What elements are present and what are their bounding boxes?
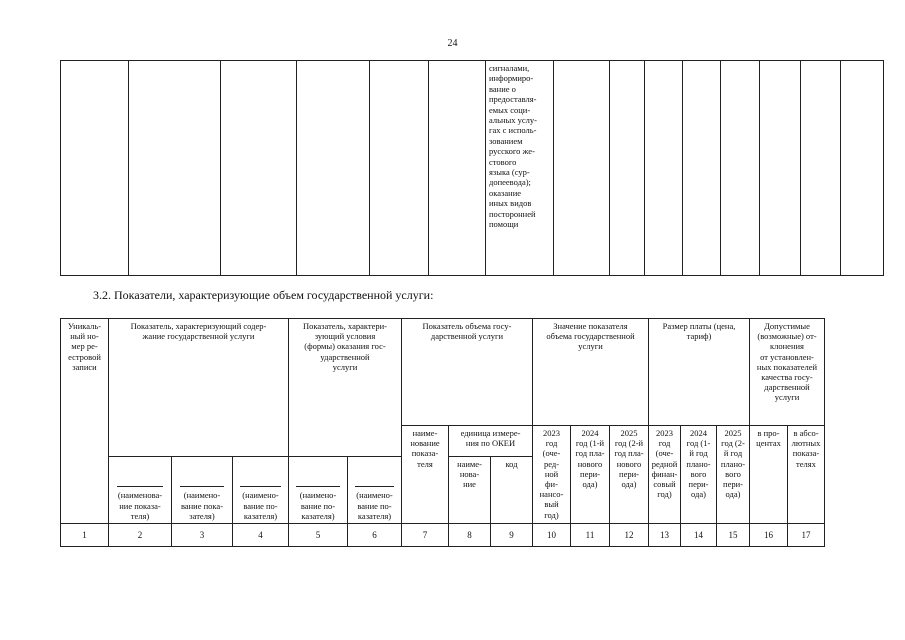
header-line: ода): [621, 479, 637, 490]
header-line: нова-: [459, 469, 480, 480]
header-line: (наимено-: [183, 490, 221, 501]
header-line: теля): [130, 510, 150, 521]
header-line: ода): [691, 489, 706, 500]
column-number: 10: [533, 524, 571, 547]
text-line: емых соци-: [489, 104, 531, 115]
column-number: 1: [61, 524, 109, 547]
cell: [370, 61, 429, 276]
header-line: мер ре-: [71, 341, 98, 352]
header-line: 2024: [690, 428, 707, 438]
text-line: русского же-: [489, 146, 535, 157]
cell: [61, 61, 129, 276]
column-number: 8: [449, 524, 491, 547]
unique-number-header: [61, 319, 109, 524]
cell: [221, 61, 297, 276]
header-line: пери-: [580, 468, 600, 479]
volume-indicator-header: [402, 319, 533, 426]
header-line: вание пока-: [180, 500, 224, 511]
blank-fill-line: [296, 485, 339, 487]
header-line: фи-: [545, 479, 558, 490]
cell: [297, 61, 370, 276]
header-line: тариф): [686, 331, 712, 342]
text-line: иных видов: [489, 198, 532, 209]
header-line: (формы) оказания гос-: [304, 341, 386, 352]
text-line: оказание: [489, 187, 522, 198]
header-line: год (2-й: [614, 438, 644, 449]
cell: [841, 61, 884, 276]
header-line: Уникаль-: [67, 321, 102, 331]
cell: [801, 61, 841, 276]
header-line: 2025: [620, 428, 638, 438]
content-indicator-header: [109, 319, 289, 457]
fee-2024-header: [681, 426, 717, 524]
column-number: 16: [750, 524, 788, 547]
indicator-name-c2: [109, 457, 172, 524]
unit-okei-header: [449, 426, 533, 457]
unit-name-header: [449, 457, 491, 524]
header-line: редной: [651, 458, 678, 469]
header-line: зателя): [189, 510, 215, 521]
value-2023-header: [533, 426, 571, 524]
text-line: предоставля-: [489, 94, 537, 105]
header-line: вание по-: [243, 500, 278, 511]
text-line: допеевода);: [489, 177, 531, 188]
cell: [683, 61, 721, 276]
header-line: плано-: [720, 458, 746, 469]
header-line: пери-: [688, 479, 709, 490]
header-line: ной: [544, 468, 559, 479]
column-number: 2: [109, 524, 172, 547]
header-line: Показатель объема госу-: [422, 321, 512, 331]
header-line: й год: [689, 448, 708, 459]
column-number: 12: [610, 524, 649, 547]
column-number: 9: [491, 524, 533, 547]
volume-value-header: [533, 319, 649, 426]
percent-header: [750, 426, 788, 524]
absolute-header: [788, 426, 825, 524]
text-line: посторонней: [489, 208, 536, 219]
indicator-name-c3: [172, 457, 233, 524]
header-line: год пла-: [575, 448, 605, 459]
code-header: код: [491, 457, 533, 524]
header-line: пери-: [723, 479, 743, 490]
cell: [760, 61, 801, 276]
header-line: ударственной: [320, 351, 370, 362]
header-line: дарственной услуги: [430, 331, 504, 342]
cell: [554, 61, 610, 276]
header-line: 2023: [656, 428, 673, 438]
header-line: (наименова-: [117, 490, 163, 501]
header-line: Показатель, характери-: [303, 321, 387, 331]
header-line: ода): [582, 479, 598, 490]
fee-2023-header: [649, 426, 681, 524]
column-number: 5: [289, 524, 348, 547]
header-line: наиме-: [412, 428, 438, 438]
header-line: показа-: [411, 448, 439, 459]
text-line: языка (сур-: [489, 167, 530, 178]
header-line: наиме-: [457, 459, 482, 469]
header-line: (возможные) от-: [757, 331, 817, 342]
indicator-name-c4: [233, 457, 289, 524]
text-line: помощи: [489, 219, 519, 230]
header-line: нового: [616, 458, 642, 469]
column-number: 17: [788, 524, 825, 547]
header-line: 2025: [724, 428, 742, 438]
header-line: вание по-: [357, 500, 392, 511]
deviation-header: [750, 319, 825, 426]
header-line: зующий условия: [314, 331, 376, 342]
continuation-row: [61, 61, 884, 276]
column-number: 13: [649, 524, 681, 547]
text-line: стового: [489, 156, 517, 167]
header-line: ние показа-: [119, 500, 161, 511]
fee-header: [649, 319, 750, 426]
header-line: теля: [417, 458, 433, 469]
column-number: 4: [233, 524, 289, 547]
header-line: дарственной: [764, 382, 810, 393]
cell: [645, 61, 683, 276]
header-line: качества госу-: [761, 372, 813, 383]
header-line: клонения: [770, 341, 804, 352]
cell: [610, 61, 645, 276]
header-line: единица измере-: [460, 428, 521, 438]
text-line: гах с исполь-: [489, 125, 537, 136]
header-line: услуги: [774, 392, 800, 403]
column-number: 6: [348, 524, 402, 547]
header-line: в абсо-: [793, 428, 819, 438]
column-number: 3: [172, 524, 233, 547]
header-line: вого: [725, 468, 741, 479]
text-line: зованием: [489, 135, 523, 146]
header-line: телях: [796, 458, 816, 469]
cell: [129, 61, 221, 276]
header-line: вого: [690, 468, 707, 479]
blank-fill-line: [355, 485, 394, 487]
header-line: год): [544, 509, 559, 520]
text-line: информиро-: [489, 73, 534, 84]
conditions-indicator-header: [289, 319, 402, 457]
header-line: Размер платы (цена,: [662, 321, 736, 331]
header-line: ных показателей: [756, 361, 818, 372]
header-line: казателя): [357, 510, 392, 521]
header-line: год: [545, 438, 558, 449]
header-line: услуги: [578, 341, 603, 352]
header-line: объема государственной: [546, 331, 635, 342]
column-number: 11: [571, 524, 610, 547]
header-line: (наимено-: [356, 490, 393, 501]
blank-fill-line: [117, 485, 163, 487]
header-line: вание по-: [300, 500, 336, 511]
section-heading: 3.2. Показатели, характеризующие объем государственной услуги:: [93, 288, 434, 302]
header-line: год: [658, 438, 671, 449]
header-line: совый: [653, 479, 676, 490]
header-line: ода): [725, 489, 741, 500]
header-line: Значение показателя: [553, 321, 628, 331]
column-number: 7: [402, 524, 449, 547]
blank-fill-line: [240, 485, 281, 487]
header-line: нование: [410, 438, 440, 449]
column-number-row: [61, 524, 825, 547]
header-line: 2023: [543, 428, 560, 438]
header-line: год): [657, 489, 672, 500]
header-line: центах: [756, 438, 781, 449]
text-line: сигналами,: [489, 63, 530, 73]
header-line: год (2-: [721, 438, 745, 449]
header-line: услуги: [332, 361, 358, 372]
header-line: ния по ОКЕИ: [465, 438, 516, 449]
value-2025-header: [610, 426, 649, 524]
header-line: ный но-: [70, 331, 99, 342]
continuation-table: [60, 60, 884, 276]
header-line: Показатель, характеризующий содер-: [130, 321, 267, 331]
indicator-name-c5: [289, 457, 348, 524]
header-line: жание государственной услуги: [142, 331, 255, 342]
header-line: (оче-: [655, 448, 674, 459]
header-line: (наимено-: [299, 490, 337, 501]
header-line: нансо-: [539, 489, 564, 500]
page-number: 24: [447, 38, 458, 49]
header-line: от установлен-: [760, 351, 814, 362]
header-line: пери-: [619, 468, 639, 479]
text-line: вание о: [489, 83, 516, 94]
header-line: плано-: [686, 458, 711, 469]
header-line: Допустимые: [764, 321, 810, 331]
header-line: лютных: [791, 438, 821, 449]
header-line: 2024: [581, 428, 599, 438]
header-line: год (1-й: [575, 438, 605, 449]
volume-indicators-table: [60, 318, 825, 547]
header-row-1: [61, 319, 825, 426]
header-line: (наимено-: [242, 490, 279, 501]
header-line: казателя): [243, 510, 278, 521]
value-2024-header: [571, 426, 610, 524]
cell: [721, 61, 760, 276]
fee-2025-header: [717, 426, 750, 524]
blank-fill-line: [180, 485, 225, 487]
cell: [429, 61, 486, 276]
header-line: показа-: [792, 448, 820, 459]
header-line: год (1-: [686, 438, 711, 449]
header-line: финан-: [651, 468, 678, 479]
column-number: 15: [717, 524, 750, 547]
service-description-cell: [486, 61, 554, 276]
text-line: альных услу-: [489, 115, 537, 126]
header-line: год пла-: [614, 448, 644, 459]
indicator-name-header: [402, 426, 449, 524]
header-line: записи: [72, 361, 97, 372]
header-line: нового: [577, 458, 603, 469]
header-line: казателя): [301, 510, 335, 521]
header-line: естровой: [68, 351, 101, 362]
header-line: вый: [544, 499, 559, 510]
header-line: в про-: [757, 428, 780, 438]
indicator-name-c6: [348, 457, 402, 524]
header-line: ние: [463, 479, 476, 490]
header-line: ред-: [543, 458, 560, 469]
header-line: (оче-: [542, 448, 561, 459]
header-line: й год: [723, 448, 743, 459]
column-number: 14: [681, 524, 717, 547]
